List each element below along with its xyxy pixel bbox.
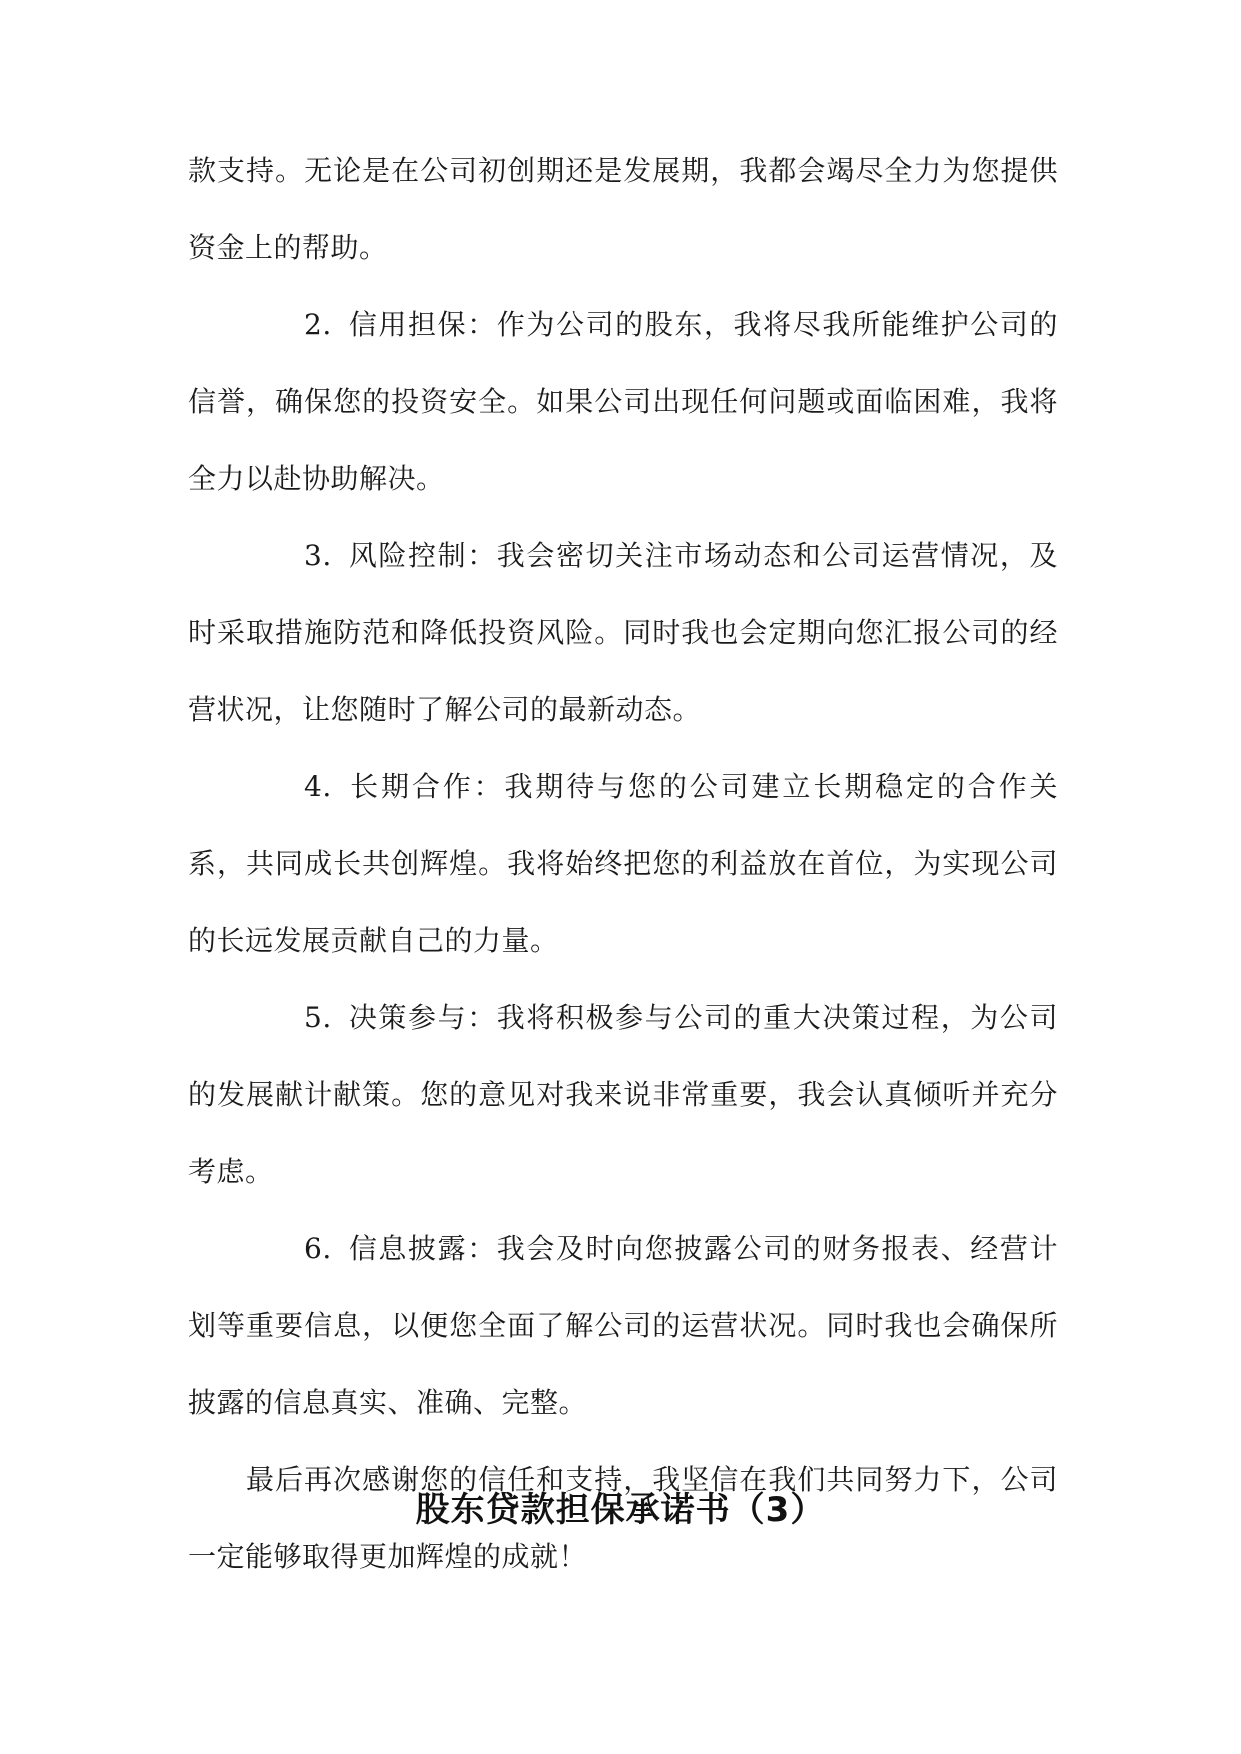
item-number: 6. [304, 1232, 332, 1265]
paragraph-text: 信用担保：作为公司的股东，我将尽我所能维护公司的信誉，确保您的投资安全。如果公司出现任何问题或面临困难，我将全力以赴协助解决。 [188, 308, 1058, 495]
item-number: 2. [304, 308, 332, 341]
paragraph-text: 信息披露：我会及时向您披露公司的财务报表、经营计划等重要信息，以便您全面了解公司的运营状况。同时我也会确保所披露的信息真实、准确、完整。 [188, 1232, 1058, 1419]
paragraph-text: 长期合作：我期待与您的公司建立长期稳定的合作关系，共同成长共创辉煌。我将始终把您的利益放在首位，为实现公司的长远发展贡献自己的力量。 [188, 770, 1058, 957]
paragraph-text: 风险控制：我会密切关注市场动态和公司运营情况，及时采取措施防范和降低投资风险。同时我也会定期向您汇报公司的经营状况，让您随时了解公司的最新动态。 [188, 539, 1058, 726]
document-body [188, 132, 1058, 1595]
paragraph-item-5 [188, 979, 1058, 1210]
paragraph-item-2 [188, 286, 1058, 517]
paragraph-item-6 [188, 1210, 1058, 1441]
item-number: 3. [304, 539, 332, 572]
section-title: 股东贷款担保承诺书（3） [415, 1490, 826, 1530]
paragraph-item-3 [188, 517, 1058, 748]
paragraph-text: 决策参与：我将积极参与公司的重大决策过程，为公司的发展献计献策。您的意见对我来说非常重要，我会认真倾听并充分考虑。 [188, 1001, 1058, 1188]
item-number: 4. [304, 770, 332, 803]
item-number: 5. [304, 1001, 332, 1034]
paragraph-text: 最后再次感谢您的信任和支持，我坚信在我们共同努力下，公司一定能够取得更加辉煌的成就！ [188, 1463, 1058, 1573]
paragraph-continuation [188, 132, 1058, 286]
paragraph-text: 款支持。无论是在公司初创期还是发展期，我都会竭尽全力为您提供资金上的帮助。 [188, 154, 1058, 264]
paragraph-item-4 [188, 748, 1058, 979]
